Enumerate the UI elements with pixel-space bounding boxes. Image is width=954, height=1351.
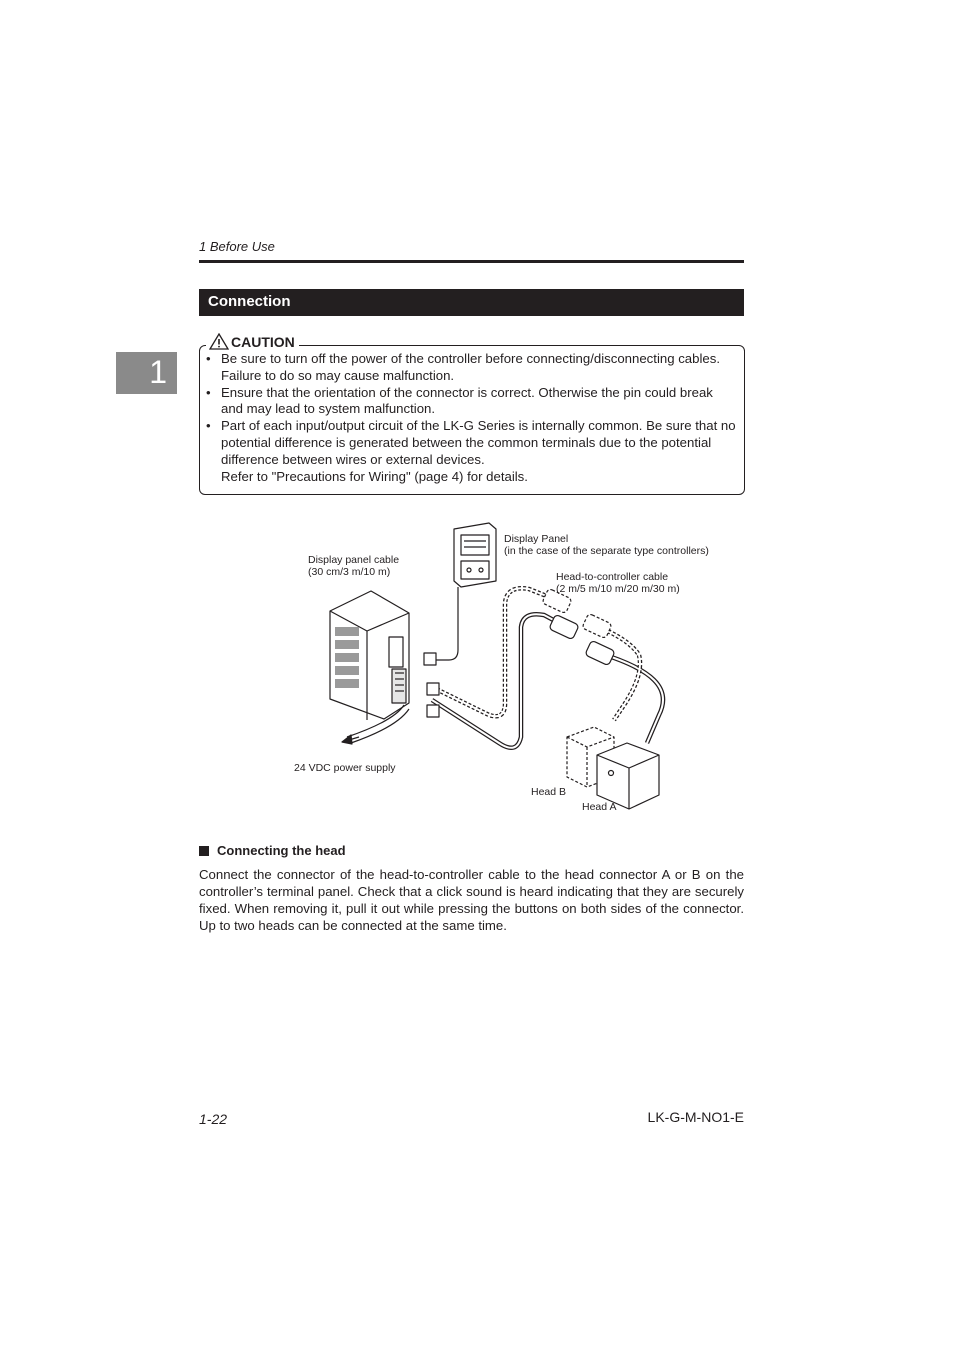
caution-item: • Be sure to turn off the power of the controller before connecting/disconnecting cables. Failure to do so may cause malfunction.: [206, 351, 736, 385]
head-a-label: Head A: [582, 801, 617, 813]
caution-heading: [206, 333, 299, 350]
caution-note: Refer to "Precautions for Wiring" (page 4) for details.: [221, 468, 528, 484]
display-panel-label-line1: Display Panel: [504, 533, 569, 545]
head-cable-label: [556, 571, 680, 595]
caution-item: • Ensure that the orientation of the connector is correct. Otherwise the pin could break and may lead to system malfunction.: [206, 385, 736, 419]
caution-item-text: Be sure to turn off the power of the controller before connecting/disconnecting cables. Failure to do so may cause malfunction.: [221, 351, 720, 383]
display-cable-label: [308, 554, 399, 578]
warning-icon: [209, 333, 229, 350]
document-code: LK-G-M-NO1-E: [647, 1109, 744, 1125]
controller-unit: [330, 591, 409, 720]
square-bullet-icon: [199, 846, 209, 856]
caution-item-text: Ensure that the orientation of the connector is correct. Otherwise the pin could break and may lead to system malfunction.: [221, 384, 713, 417]
connection-illustration: [199, 515, 744, 820]
chapter-header: 1 Before Use: [199, 239, 275, 254]
chapter-tab: [116, 352, 177, 394]
header-rule: [199, 260, 744, 263]
display-panel: [454, 523, 496, 587]
subsection-heading: [199, 843, 346, 858]
caution-item-text: Part of each input/output circuit of the LK-G Series is internally common. Be sure that no potential difference is generated between the common terminals due to the potential difference between wires or external devices.: [221, 418, 736, 467]
connection-diagram: [199, 515, 744, 820]
power-supply-label: 24 VDC power supply: [294, 762, 396, 774]
caution-list: [206, 351, 736, 485]
display-panel-label-line2: (in the case of the separate type controllers): [504, 545, 709, 557]
head-a: [597, 743, 659, 809]
display-panel-label: [504, 533, 709, 557]
caution-label: CAUTION: [231, 333, 295, 350]
section-title: Connection: [208, 293, 291, 310]
page-number: 1-22: [199, 1111, 228, 1127]
section-title-bar: [199, 289, 744, 316]
head-b-label: Head B: [531, 786, 567, 798]
display-cable-label-line2: (30 cm/3 m/10 m): [308, 566, 391, 578]
subsection-title: Connecting the head: [217, 843, 346, 858]
head-cable-label-line2: (2 m/5 m/10 m/20 m/30 m): [556, 583, 680, 595]
head-cable-label-line1: Head-to-controller cable: [556, 571, 669, 583]
body-paragraph: Connect the connector of the head-to-controller cable to the head connector A or B on the controller’s terminal panel. Check that a click sound is heard indicating that they are securely fixed. When removing it, pull it out while pressing the buttons on both sides of the connector. Up to two heads can be connected at the same time.: [199, 867, 744, 933]
chapter-tab-number: 1: [149, 354, 167, 390]
caution-item: • Part of each input/output circuit of the LK-G Series is internally common. Be sure that no potential difference is generated between the common terminals due to the potential difference between wires or external devices.: [206, 418, 736, 467]
display-cable-label-line1: Display panel cable: [308, 554, 400, 566]
